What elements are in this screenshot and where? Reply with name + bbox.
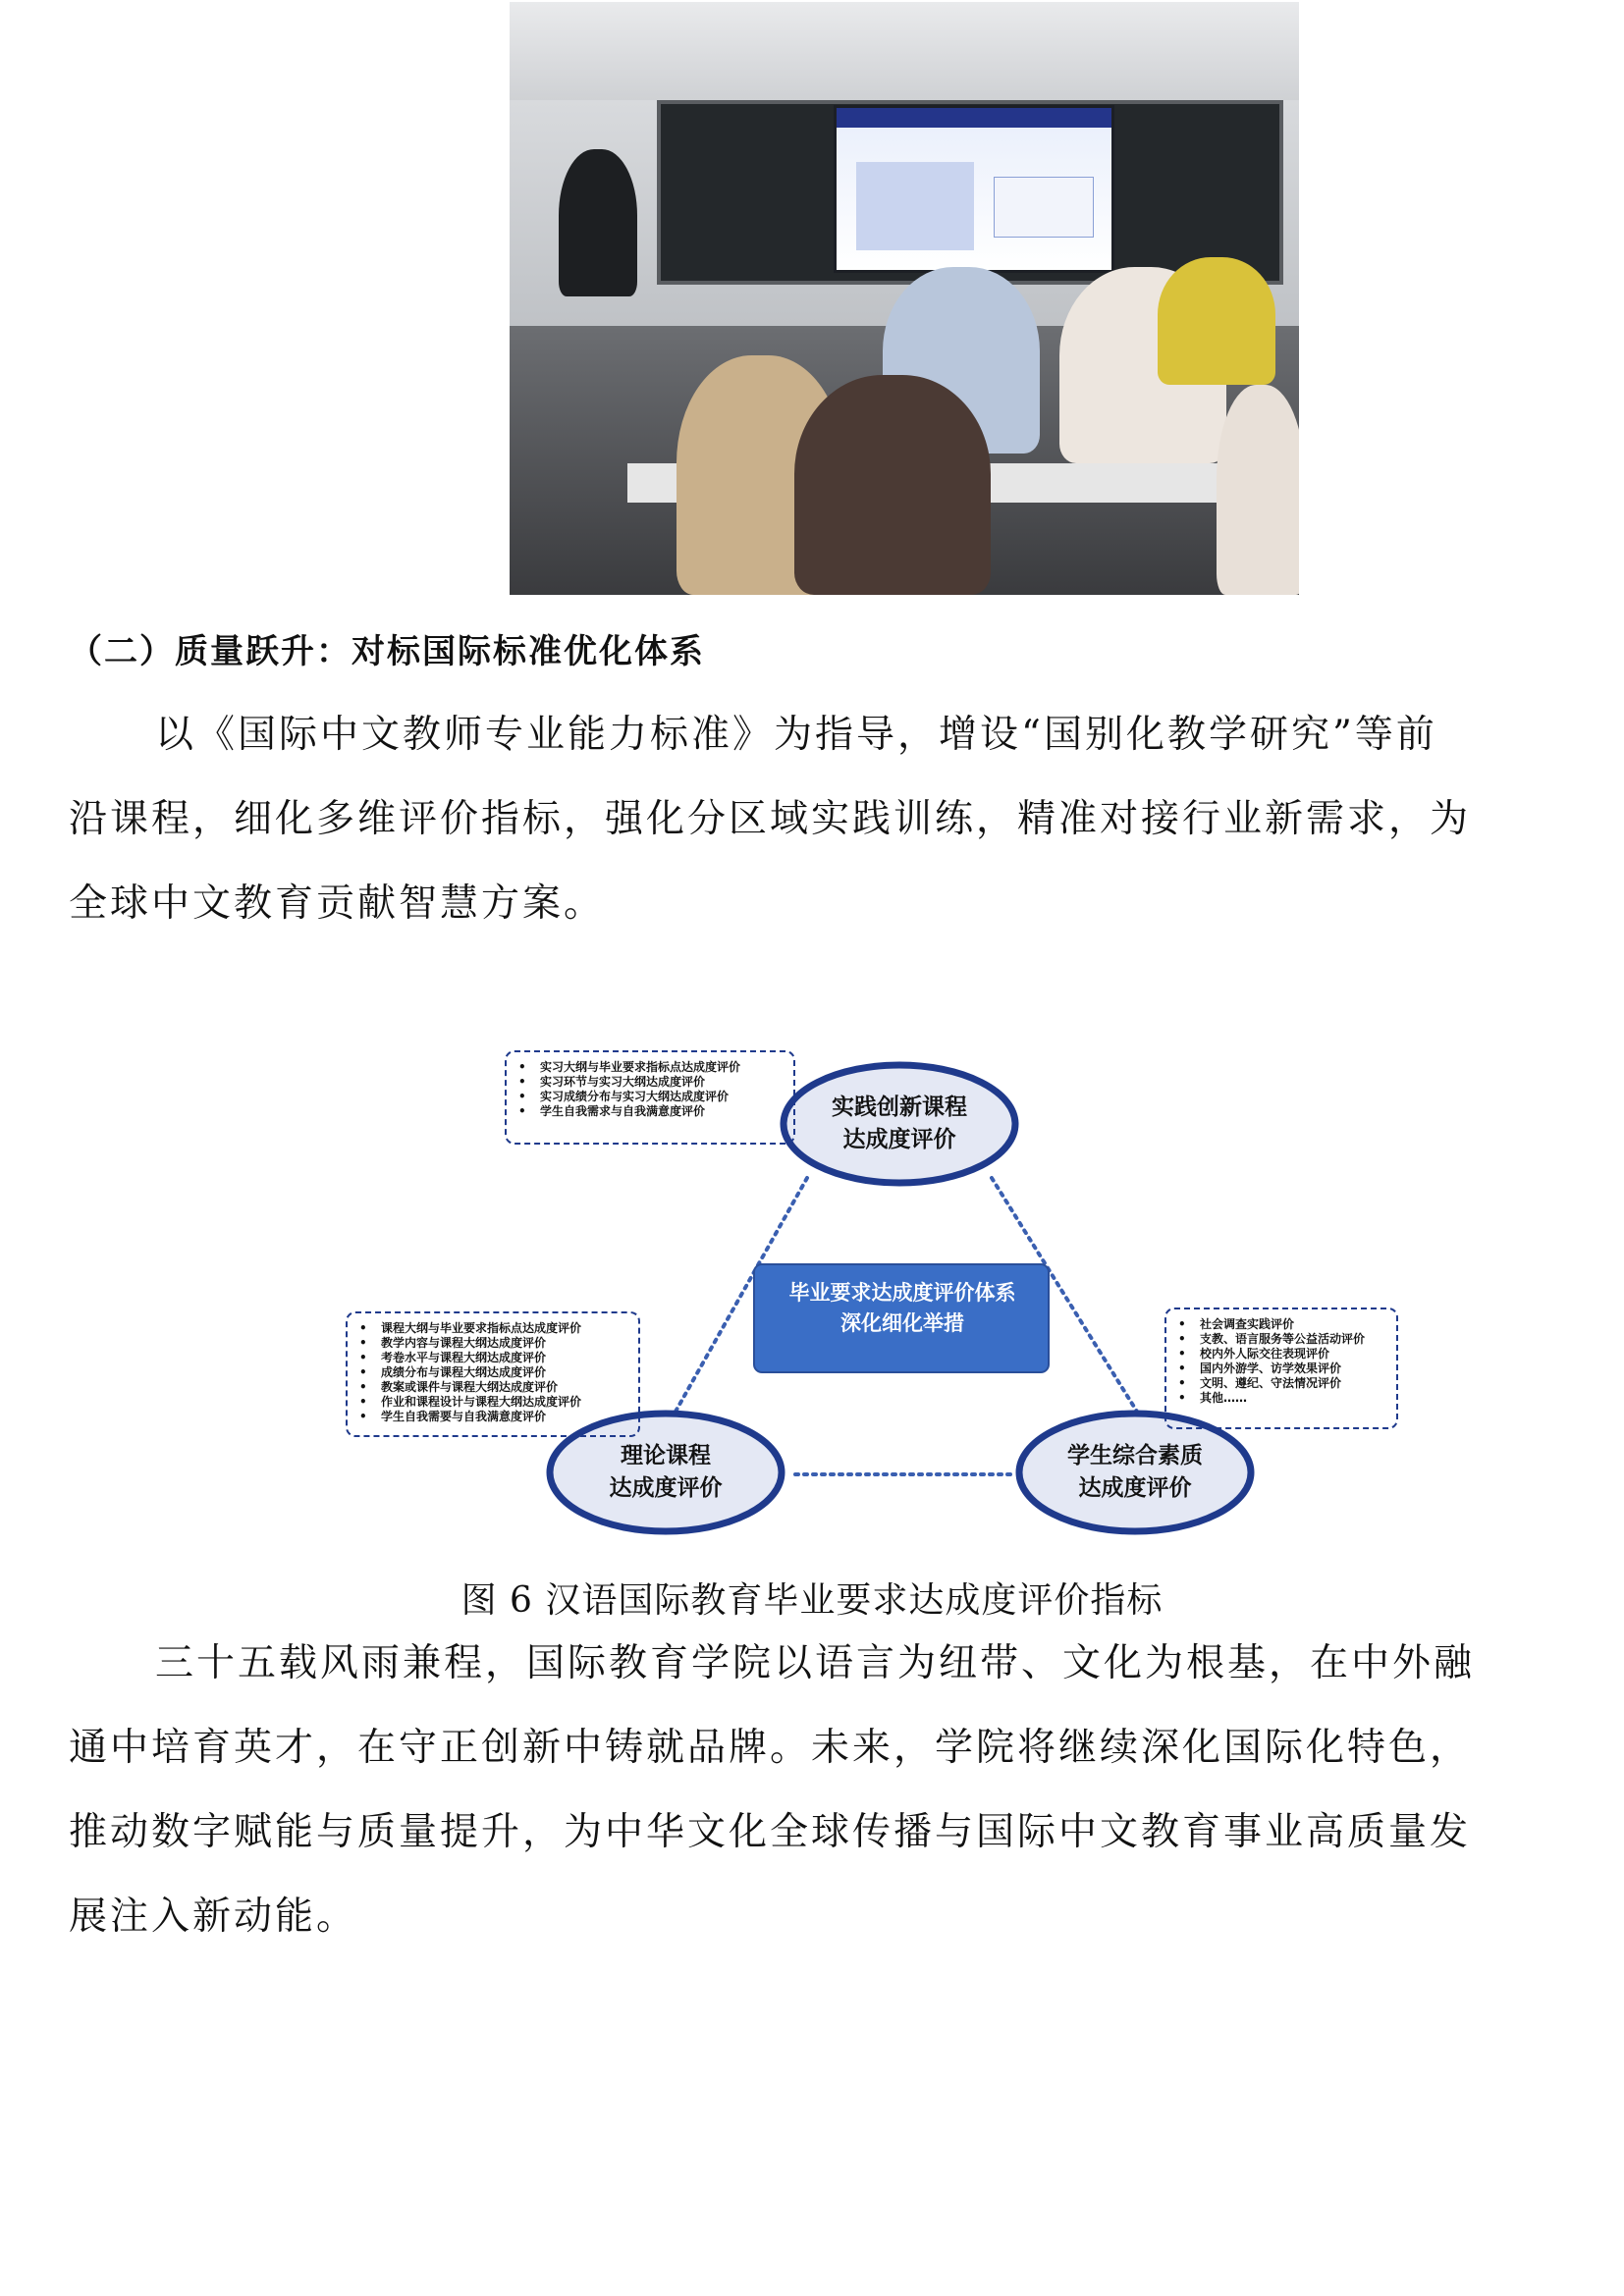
criteria-item: • 作业和课程设计与课程大纲达成度评价 — [381, 1395, 628, 1410]
criteria-item: • 教案或课件与课程大纲达成度评价 — [381, 1380, 628, 1395]
top-criteria-box — [505, 1050, 795, 1145]
criteria-item: • 校内外人际交往表现评价 — [1200, 1347, 1386, 1362]
paragraph-line: 全球中文教育贡献智慧方案。 — [69, 881, 606, 926]
center-line2: 深化细化举措 — [840, 1311, 964, 1335]
paragraph-line: 以《国际中文教师专业能力标准》为指导，增设“国别化教学研究”等前 — [155, 713, 1437, 757]
criteria-item: • 教学内容与课程大纲达成度评价 — [381, 1336, 628, 1351]
left-ellipse-label — [558, 1440, 774, 1505]
right-ellipse-line2: 达成度评价 — [1078, 1475, 1192, 1501]
left-ellipse-line2: 达成度评价 — [609, 1475, 723, 1501]
top-ellipse-line1: 实践创新课程 — [832, 1095, 967, 1120]
criteria-item: • 实习成绩分布与实习大纲达成度评价 — [540, 1090, 784, 1104]
top-ellipse-line2: 达成度评价 — [842, 1127, 956, 1152]
left-criteria-box — [346, 1311, 640, 1437]
paragraph-line: 通中培育英才，在守正创新中铸就品牌。未来，学院将继续深化国际化特色， — [69, 1726, 1472, 1770]
criteria-item: • 国内外游学、访学效果评价 — [1200, 1362, 1386, 1376]
left-ellipse-line1: 理论课程 — [621, 1443, 711, 1468]
criteria-item: • 考卷水平与课程大纲达成度评价 — [381, 1351, 628, 1365]
criteria-item: • 课程大纲与毕业要求指标点达成度评价 — [381, 1321, 628, 1336]
photo-projection-screen — [834, 105, 1114, 273]
criteria-item: • 实习大纲与毕业要求指标点达成度评价 — [540, 1060, 784, 1075]
photo-student — [1158, 257, 1275, 385]
criteria-item: • 支教、语言服务等公益活动评价 — [1200, 1332, 1386, 1347]
criteria-item: • 实习环节与实习大纲达成度评价 — [540, 1075, 784, 1090]
photo-screen-panel — [856, 162, 974, 250]
photo-ceiling — [510, 2, 1299, 100]
classroom-photo — [510, 2, 1299, 595]
center-line1: 毕业要求达成度评价体系 — [788, 1281, 1016, 1305]
top-ellipse-label — [791, 1092, 1007, 1156]
evaluation-diagram — [334, 1041, 1434, 1551]
right-ellipse-label — [1027, 1440, 1243, 1505]
paragraph-1 — [69, 693, 1573, 946]
photo-screen-header — [837, 108, 1111, 128]
criteria-item: • 学生自我需要与自我满意度评价 — [381, 1410, 628, 1424]
center-box-label — [760, 1278, 1045, 1339]
paragraph-line: 三十五载风雨兼程，国际教育学院以语言为纽带、文化为根基，在中外融 — [155, 1641, 1476, 1685]
criteria-item: • 文明、遵纪、守法情况评价 — [1200, 1376, 1386, 1391]
paragraph-line: 展注入新动能。 — [69, 1895, 358, 1939]
criteria-item: • 成绩分布与课程大纲达成度评价 — [381, 1365, 628, 1380]
criteria-item: • 学生自我需求与自我满意度评价 — [540, 1104, 784, 1119]
photo-presenter — [559, 149, 637, 296]
criteria-item: • 社会调查实践评价 — [1200, 1317, 1386, 1332]
paragraph-line: 沿课程，细化多维评价指标，强化分区域实践训练，精准对接行业新需求，为 — [69, 797, 1472, 841]
figure-caption: 图 6 汉语国际教育毕业要求达成度评价指标 — [460, 1580, 1164, 1621]
photo-student — [794, 375, 991, 595]
right-criteria-box — [1164, 1308, 1398, 1429]
photo-screen-panel-secondary — [994, 177, 1094, 238]
section-heading: （二）质量跃升：对标国际标准优化体系 — [69, 632, 705, 671]
criteria-item: • 其他…… — [1200, 1391, 1386, 1406]
photo-student — [1217, 385, 1299, 595]
paragraph-line: 推动数字赋能与质量提升，为中华文化全球传播与国际中文教育事业高质量发 — [69, 1810, 1472, 1854]
right-ellipse-line1: 学生综合素质 — [1067, 1443, 1203, 1468]
paragraph-2 — [69, 1622, 1573, 1959]
